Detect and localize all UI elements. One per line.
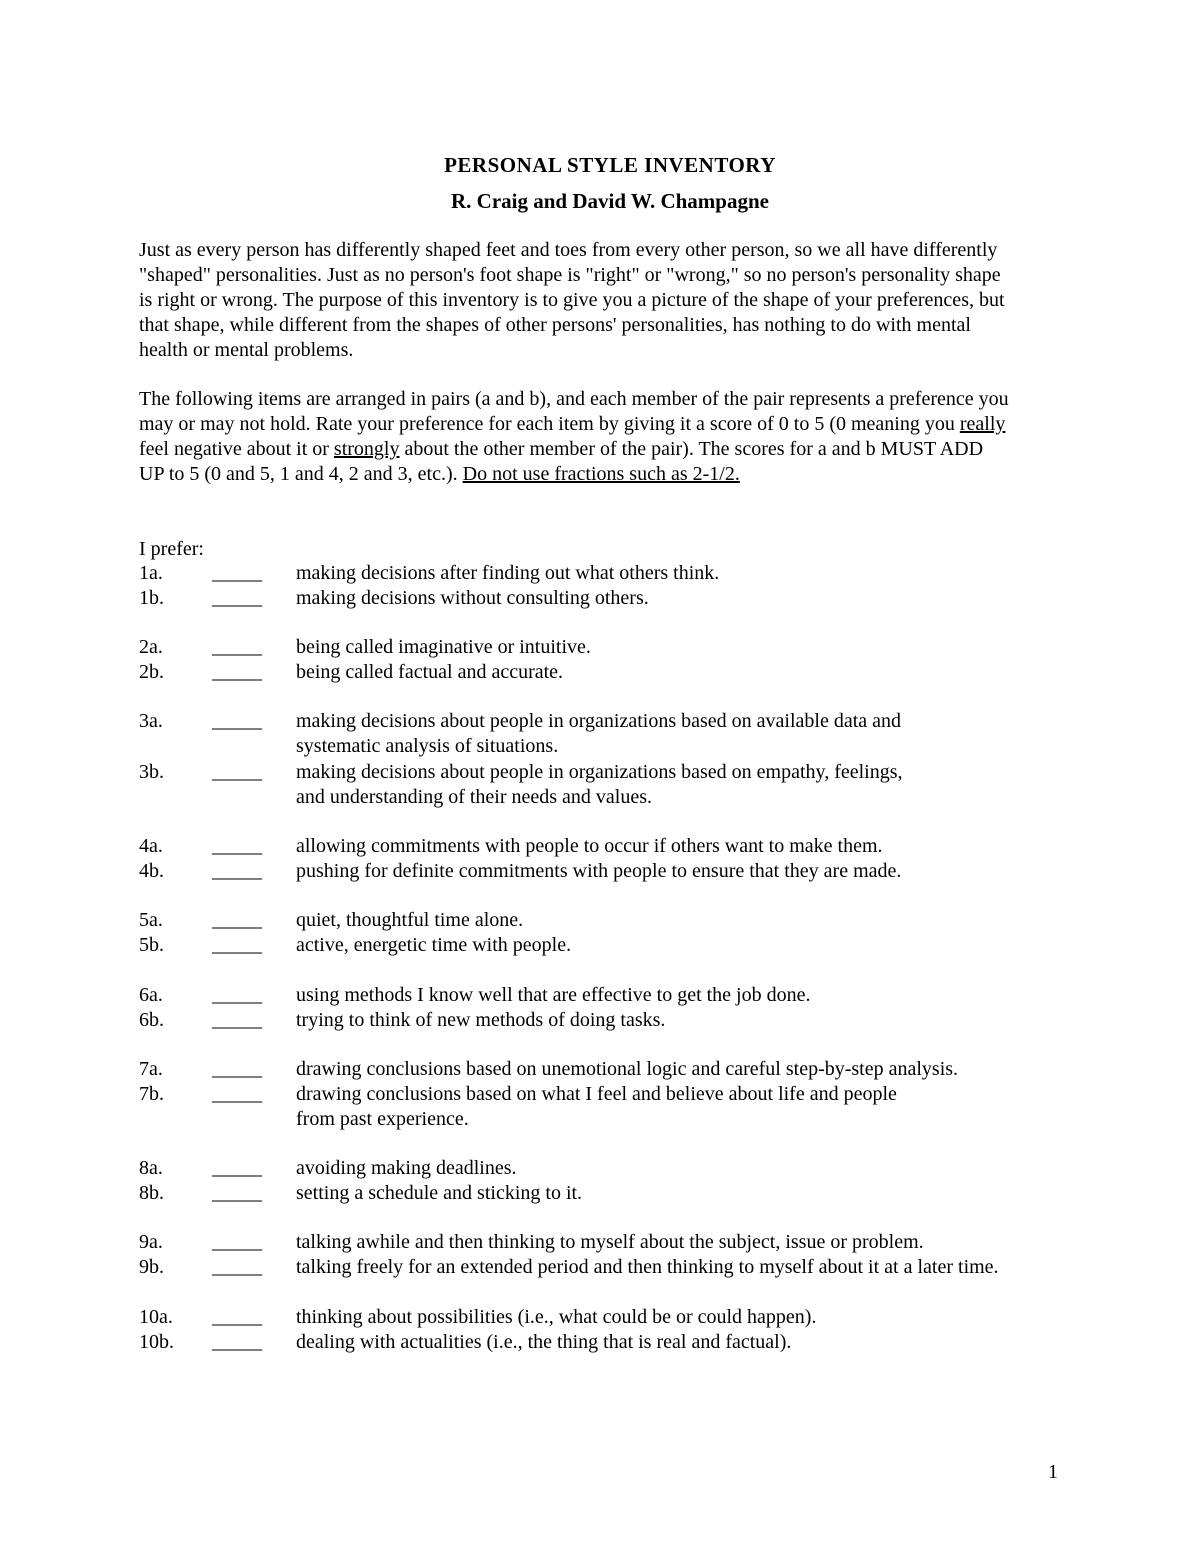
inventory-item-8a [0,1156,1200,1181]
score-blank[interactable]: _____ [212,661,262,683]
item-number: 6b. [139,1009,164,1031]
item-number: 10a. [139,1306,173,1328]
item-text: being called factual and accurate. [296,661,564,683]
instructions-line [139,412,1099,437]
inventory-item-5b [0,933,1200,958]
score-blank[interactable]: _____ [212,1256,262,1278]
item-text: being called imaginative or intuitive. [296,636,591,658]
score-blank[interactable]: _____ [212,636,262,658]
item-number: 3b. [139,761,164,783]
inventory-item-1b [0,586,1200,611]
item-text-continuation: and understanding of their needs and values. [296,786,653,808]
instructions-line [139,437,1099,462]
inventory-item-continuation [0,1107,1200,1132]
score-blank[interactable]: _____ [212,1009,262,1031]
instructions-text: feel negative about it or [139,438,334,460]
intro-line: "shaped" personalities. Just as no person's foot shape is "right" or "wrong," so no person's personality shape [139,264,1001,286]
item-text: avoiding making deadlines. [296,1157,517,1179]
instructions-text: UP to 5 (0 and 5, 1 and 4, 2 and 3, etc.). [139,463,463,485]
score-blank[interactable]: _____ [212,1331,262,1353]
item-number: 7a. [139,1058,163,1080]
instructions-line: The following items are arranged in pairs (a and b), and each member of the pair represents a preference you [139,388,1009,410]
item-number: 10b. [139,1331,174,1353]
score-blank[interactable]: _____ [212,1306,262,1328]
item-text: using methods I know well that are effective to get the job done. [296,984,811,1006]
score-blank[interactable]: _____ [212,984,262,1006]
inventory-item-continuation [0,785,1200,810]
item-text: trying to think of new methods of doing tasks. [296,1009,666,1031]
intro-line: that shape, while different from the shapes of other persons' personalities, has nothing to do with mental [139,314,971,336]
item-number: 8b. [139,1182,164,1204]
item-number: 7b. [139,1083,164,1105]
item-number: 4b. [139,860,164,882]
item-text: setting a schedule and sticking to it. [296,1182,583,1204]
item-number: 1a. [139,562,163,584]
inventory-item-3a [0,709,1200,734]
item-number: 3a. [139,710,163,732]
score-blank[interactable]: _____ [212,1182,262,1204]
item-text: drawing conclusions based on unemotional logic and careful step-by-step analysis. [296,1058,959,1080]
score-blank[interactable]: _____ [212,761,262,783]
intro-line: is right or wrong. The purpose of this inventory is to give you a picture of the shape of your preferences, but [139,289,1005,311]
item-text-continuation: systematic analysis of situations. [296,735,559,757]
score-blank[interactable]: _____ [212,1157,262,1179]
item-text: pushing for definite commitments with people to ensure that they are made. [296,860,902,882]
item-text: quiet, thoughtful time alone. [296,909,524,931]
item-text: thinking about possibilities (i.e., what could be or could happen). [296,1306,817,1328]
score-blank[interactable]: _____ [212,562,262,584]
item-text: making decisions after finding out what others think. [296,562,720,584]
inventory-item-5a [0,908,1200,933]
item-number: 9b. [139,1256,164,1278]
intro-line: health or mental problems. [139,339,354,361]
item-number: 4a. [139,835,163,857]
inventory-item-3b [0,760,1200,785]
fractions-warning: Do not use fractions such as 2-1/2. [462,463,740,485]
prefer-label: I prefer: [139,538,204,560]
inventory-item-9b [0,1255,1200,1280]
intro-paragraph [139,238,1099,363]
underlined-word-strongly: strongly [333,438,400,460]
instructions-text: about the other member of the pair). The scores for a and b MUST ADD [399,438,984,460]
item-number: 2a. [139,636,163,658]
item-text: active, energetic time with people. [296,934,572,956]
inventory-item-9a [0,1230,1200,1255]
underlined-word-really: really [959,413,1006,435]
page-number: 1 [1048,1461,1058,1483]
item-text: making decisions without consulting others. [296,587,649,609]
item-number: 6a. [139,984,163,1006]
document-authors: R. Craig and David W. Champagne [451,189,769,213]
inventory-item-continuation [0,734,1200,759]
score-blank[interactable]: _____ [212,909,262,931]
instructions-text: may or may not hold. Rate your preference for each item by giving it a score of 0 to 5 (0 meaning you [139,413,960,435]
item-text: talking awhile and then thinking to myself about the subject, issue or problem. [296,1231,924,1253]
instructions-line [139,462,1099,487]
score-blank[interactable]: _____ [212,1058,262,1080]
item-text: dealing with actualities (i.e., the thing that is real and factual). [296,1331,792,1353]
item-number: 8a. [139,1157,163,1179]
score-blank[interactable]: _____ [212,835,262,857]
item-text: making decisions about people in organizations based on empathy, feelings, [296,761,903,783]
score-blank[interactable]: _____ [212,710,262,732]
inventory-item-2b [0,660,1200,685]
score-blank[interactable]: _____ [212,860,262,882]
item-text-continuation: from past experience. [296,1108,469,1130]
score-blank[interactable]: _____ [212,1083,262,1105]
inventory-item-7b [0,1082,1200,1107]
inventory-item-10a [0,1305,1200,1330]
item-text: making decisions about people in organizations based on available data and [296,710,902,732]
instructions-paragraph [139,387,1099,487]
intro-line: Just as every person has differently shaped feet and toes from every other person, so we all have differently [139,239,998,261]
inventory-item-8b [0,1181,1200,1206]
document-title: PERSONAL STYLE INVENTORY [444,153,776,177]
inventory-item-7a [0,1057,1200,1082]
item-number: 9a. [139,1231,163,1253]
item-number: 5a. [139,909,163,931]
score-blank[interactable]: _____ [212,1231,262,1253]
item-text: drawing conclusions based on what I feel and believe about life and people [296,1083,897,1105]
item-number: 1b. [139,587,164,609]
inventory-item-4b [0,859,1200,884]
item-number: 5b. [139,934,164,956]
inventory-item-4a [0,834,1200,859]
inventory-item-6a [0,983,1200,1008]
inventory-item-6b [0,1008,1200,1033]
score-blank[interactable]: _____ [212,587,262,609]
inventory-item-10b [0,1330,1200,1355]
inventory-item-2a [0,635,1200,660]
score-blank[interactable]: _____ [212,934,262,956]
inventory-item-1a [0,561,1200,586]
item-text: talking freely for an extended period and then thinking to myself about it at a later time. [296,1256,999,1278]
item-text: allowing commitments with people to occur if others want to make them. [296,835,883,857]
item-number: 2b. [139,661,164,683]
